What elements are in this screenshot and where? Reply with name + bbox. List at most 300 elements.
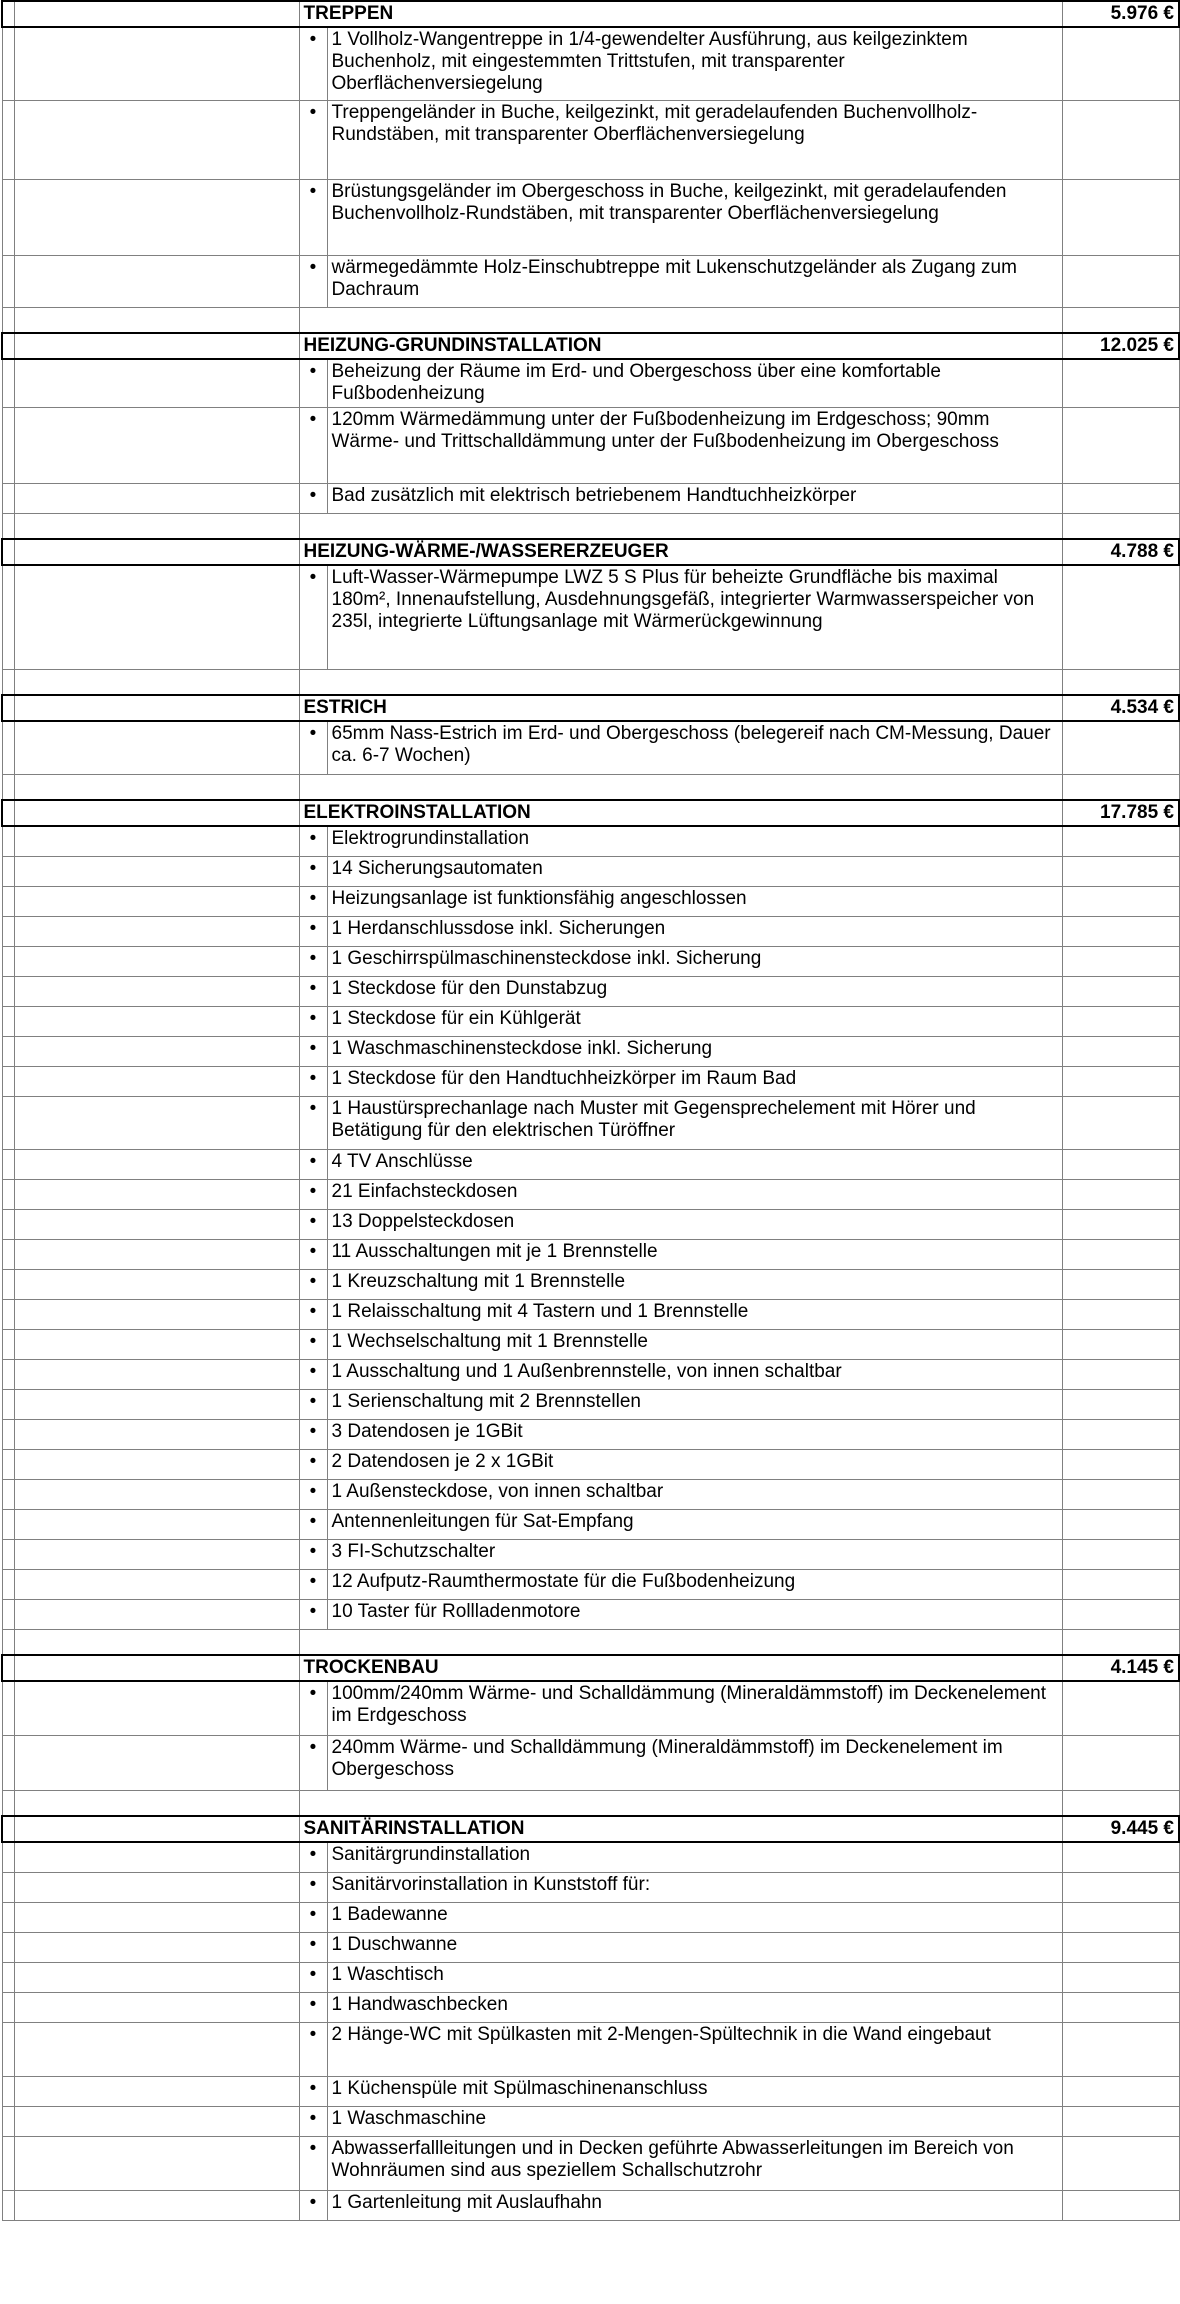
item-text: wärmegedämmte Holz-Einschubtreppe mit Lukenschutzgeländer als Zugang zum Dachraum	[327, 255, 1062, 307]
item-text: Antennenleitungen für Sat-Empfang	[327, 1509, 1062, 1539]
spec-table-body	[2, 1, 1179, 2220]
item-text: 120mm Wärmedämmung unter der Fußbodenheizung im Erdgeschoss; 90mm Wärme- und Trittschalldämmung unter der Fußbodenheizung im Obergeschoss	[327, 408, 1062, 484]
empty-cell	[299, 514, 1062, 540]
bullet-icon: •	[299, 1066, 327, 1096]
item-row	[2, 1149, 1179, 1179]
section-title: TREPPEN	[299, 1, 1062, 27]
item-row	[2, 721, 1179, 775]
empty-cell	[2, 307, 14, 333]
section-price: 9.445 €	[1062, 1816, 1179, 1842]
item-row	[2, 359, 1179, 408]
empty-cell	[1062, 1932, 1179, 1962]
bullet-icon: •	[299, 2076, 327, 2106]
item-row	[2, 1066, 1179, 1096]
empty-cell	[14, 800, 299, 826]
item-row	[2, 484, 1179, 514]
empty-cell	[2, 1902, 14, 1932]
item-text: 1 Steckdose für den Dunstabzug	[327, 976, 1062, 1006]
item-row	[2, 2136, 1179, 2190]
empty-cell	[1062, 1479, 1179, 1509]
item-text: 1 Kreuzschaltung mit 1 Brennstelle	[327, 1269, 1062, 1299]
empty-cell	[2, 1569, 14, 1599]
bullet-icon: •	[299, 1872, 327, 1902]
spec-table	[1, 0, 1180, 2221]
empty-cell	[14, 27, 299, 100]
empty-cell	[1062, 1449, 1179, 1479]
empty-cell	[14, 1329, 299, 1359]
item-row	[2, 1239, 1179, 1269]
empty-cell	[14, 1539, 299, 1569]
empty-cell	[14, 669, 299, 695]
empty-cell	[14, 775, 299, 801]
bullet-icon: •	[299, 359, 327, 408]
empty-cell	[2, 1842, 14, 1872]
item-text: 2 Datendosen je 2 x 1GBit	[327, 1449, 1062, 1479]
item-text: 100mm/240mm Wärme- und Schalldämmung (Mineraldämmstoff) im Deckenelement im Erdgeschoss	[327, 1681, 1062, 1736]
empty-cell	[1062, 2022, 1179, 2076]
empty-cell	[2, 1962, 14, 1992]
bullet-icon: •	[299, 1902, 327, 1932]
empty-cell	[2, 359, 14, 408]
empty-cell	[1062, 886, 1179, 916]
bullet-icon: •	[299, 1036, 327, 1066]
item-text: 3 Datendosen je 1GBit	[327, 1419, 1062, 1449]
empty-cell	[1062, 1509, 1179, 1539]
bullet-icon: •	[299, 1509, 327, 1539]
item-row	[2, 255, 1179, 307]
empty-cell	[2, 1816, 14, 1842]
empty-cell	[1062, 1036, 1179, 1066]
item-text: Sanitärvorinstallation in Kunststoff für:	[327, 1872, 1062, 1902]
empty-cell	[1062, 1239, 1179, 1269]
item-text: 2 Hänge-WC mit Spülkasten mit 2-Mengen-Spültechnik in die Wand eingebaut	[327, 2022, 1062, 2076]
empty-cell	[2, 2136, 14, 2190]
empty-cell	[1062, 775, 1179, 801]
bullet-icon: •	[299, 255, 327, 307]
section-header-row	[2, 800, 1179, 826]
item-row	[2, 2022, 1179, 2076]
item-row	[2, 1539, 1179, 1569]
empty-cell	[2, 1209, 14, 1239]
bullet-icon: •	[299, 100, 327, 179]
empty-cell	[299, 1791, 1062, 1817]
section-title: HEIZUNG-GRUNDINSTALLATION	[299, 333, 1062, 359]
section-price: 12.025 €	[1062, 333, 1179, 359]
empty-cell	[14, 1816, 299, 1842]
bullet-icon: •	[299, 1599, 327, 1629]
empty-cell	[1062, 1209, 1179, 1239]
empty-cell	[1062, 565, 1179, 669]
bullet-icon: •	[299, 1179, 327, 1209]
empty-cell	[2, 1096, 14, 1149]
empty-cell	[1062, 1681, 1179, 1736]
empty-cell	[1062, 976, 1179, 1006]
empty-cell	[14, 1149, 299, 1179]
item-row	[2, 946, 1179, 976]
item-row	[2, 1036, 1179, 1066]
empty-cell	[1062, 359, 1179, 408]
bullet-icon: •	[299, 1479, 327, 1509]
item-text: 1 Herdanschlussdose inkl. Sicherungen	[327, 916, 1062, 946]
section-title: HEIZUNG-WÄRME-/WASSERERZEUGER	[299, 539, 1062, 565]
item-row	[2, 1569, 1179, 1599]
bullet-icon: •	[299, 976, 327, 1006]
bullet-icon: •	[299, 1209, 327, 1239]
empty-cell	[14, 1419, 299, 1449]
empty-cell	[14, 695, 299, 721]
empty-cell	[2, 565, 14, 669]
item-text: 10 Taster für Rollladenmotore	[327, 1599, 1062, 1629]
empty-cell	[14, 886, 299, 916]
item-row	[2, 27, 1179, 100]
bullet-icon: •	[299, 1096, 327, 1149]
empty-cell	[2, 976, 14, 1006]
empty-cell	[14, 1681, 299, 1736]
empty-cell	[14, 1269, 299, 1299]
bullet-icon: •	[299, 1539, 327, 1569]
empty-cell	[1062, 1992, 1179, 2022]
item-text: 12 Aufputz-Raumthermostate für die Fußbodenheizung	[327, 1569, 1062, 1599]
bullet-icon: •	[299, 408, 327, 484]
spacer-row	[2, 1791, 1179, 1817]
empty-cell	[1062, 2076, 1179, 2106]
empty-cell	[1062, 27, 1179, 100]
item-row	[2, 1006, 1179, 1036]
section-title: ESTRICH	[299, 695, 1062, 721]
item-row	[2, 1681, 1179, 1736]
empty-cell	[14, 539, 299, 565]
bullet-icon: •	[299, 1681, 327, 1736]
empty-cell	[14, 1962, 299, 1992]
empty-cell	[1062, 1842, 1179, 1872]
item-row	[2, 1902, 1179, 1932]
item-text: Heizungsanlage ist funktionsfähig angeschlossen	[327, 886, 1062, 916]
empty-cell	[1062, 1006, 1179, 1036]
empty-cell	[1062, 2190, 1179, 2220]
empty-cell	[14, 2136, 299, 2190]
item-text: 1 Vollholz-Wangentreppe in 1/4-gewendelter Ausführung, aus keilgezinktem Buchenholz, mit eingestemmten Trittstufen, mit transparenter Oberflächenversiegelung	[327, 27, 1062, 100]
empty-cell	[2, 1066, 14, 1096]
empty-cell	[1062, 1096, 1179, 1149]
bullet-icon: •	[299, 1419, 327, 1449]
item-text: 1 Küchenspüle mit Spülmaschinenanschluss	[327, 2076, 1062, 2106]
item-row	[2, 886, 1179, 916]
item-row	[2, 408, 1179, 484]
empty-cell	[14, 1006, 299, 1036]
empty-cell	[1062, 1149, 1179, 1179]
empty-cell	[1062, 408, 1179, 484]
empty-cell	[14, 1066, 299, 1096]
item-text: Luft-Wasser-Wärmepumpe LWZ 5 S Plus für beheizte Grundfläche bis maximal 180m², Innenaufstellung, Ausdehnungsgefäß, integrierter Warmwasserspeicher von 235l, integrierte Lüftungsanlage mit Wärmerückgewinnung	[327, 565, 1062, 669]
item-row	[2, 1419, 1179, 1449]
empty-cell	[14, 721, 299, 775]
empty-cell	[2, 484, 14, 514]
empty-cell	[2, 1, 14, 27]
item-text: 1 Serienschaltung mit 2 Brennstellen	[327, 1389, 1062, 1419]
empty-cell	[299, 775, 1062, 801]
empty-cell	[2, 1992, 14, 2022]
bullet-icon: •	[299, 1569, 327, 1599]
empty-cell	[2, 333, 14, 359]
empty-cell	[14, 1842, 299, 1872]
empty-cell	[1062, 1359, 1179, 1389]
empty-cell	[14, 1479, 299, 1509]
empty-cell	[14, 1655, 299, 1681]
bullet-icon: •	[299, 179, 327, 255]
empty-cell	[14, 1902, 299, 1932]
empty-cell	[14, 1509, 299, 1539]
empty-cell	[14, 946, 299, 976]
bullet-icon: •	[299, 565, 327, 669]
empty-cell	[2, 800, 14, 826]
empty-cell	[299, 1629, 1062, 1655]
empty-cell	[1062, 826, 1179, 856]
empty-cell	[1062, 1329, 1179, 1359]
empty-cell	[2, 1449, 14, 1479]
item-text: 11 Ausschaltungen mit je 1 Brennstelle	[327, 1239, 1062, 1269]
empty-cell	[2, 695, 14, 721]
empty-cell	[1062, 1539, 1179, 1569]
empty-cell	[1062, 255, 1179, 307]
bullet-icon: •	[299, 721, 327, 775]
bullet-icon: •	[299, 1006, 327, 1036]
empty-cell	[14, 826, 299, 856]
item-text: 1 Geschirrspülmaschinensteckdose inkl. Sicherung	[327, 946, 1062, 976]
empty-cell	[14, 514, 299, 540]
empty-cell	[14, 359, 299, 408]
section-header-row	[2, 1816, 1179, 1842]
empty-cell	[1062, 946, 1179, 976]
item-row	[2, 1449, 1179, 1479]
empty-cell	[2, 1179, 14, 1209]
empty-cell	[1062, 1419, 1179, 1449]
empty-cell	[14, 1, 299, 27]
empty-cell	[14, 976, 299, 1006]
spacer-row	[2, 669, 1179, 695]
empty-cell	[14, 484, 299, 514]
empty-cell	[1062, 484, 1179, 514]
empty-cell	[14, 408, 299, 484]
empty-cell	[1062, 1299, 1179, 1329]
empty-cell	[299, 669, 1062, 695]
empty-cell	[1062, 514, 1179, 540]
empty-cell	[14, 916, 299, 946]
section-price: 5.976 €	[1062, 1, 1179, 27]
empty-cell	[2, 1872, 14, 1902]
bullet-icon: •	[299, 2106, 327, 2136]
item-text: 1 Wechselschaltung mit 1 Brennstelle	[327, 1329, 1062, 1359]
item-text: 1 Waschmaschine	[327, 2106, 1062, 2136]
item-row	[2, 2190, 1179, 2220]
empty-cell	[2, 255, 14, 307]
empty-cell	[14, 1389, 299, 1419]
empty-cell	[2, 1419, 14, 1449]
bullet-icon: •	[299, 2022, 327, 2076]
empty-cell	[1062, 1902, 1179, 1932]
bullet-icon: •	[299, 856, 327, 886]
item-text: Brüstungsgeländer im Obergeschoss in Buche, keilgezinkt, mit geradelaufenden Buchenvollholz-Rundstäben, mit transparenter Oberflächenversiegelung	[327, 179, 1062, 255]
bullet-icon: •	[299, 2136, 327, 2190]
item-row	[2, 1359, 1179, 1389]
empty-cell	[14, 2106, 299, 2136]
item-row	[2, 1179, 1179, 1209]
item-text: 1 Waschtisch	[327, 1962, 1062, 1992]
item-text: 4 TV Anschlüsse	[327, 1149, 1062, 1179]
item-row	[2, 1932, 1179, 1962]
item-row	[2, 1962, 1179, 1992]
empty-cell	[2, 2076, 14, 2106]
item-text: Treppengeländer in Buche, keilgezinkt, mit geradelaufenden Buchenvollholz-Rundstäben, mit transparenter Oberflächenversiegelung	[327, 100, 1062, 179]
section-header-row	[2, 333, 1179, 359]
section-price: 4.534 €	[1062, 695, 1179, 721]
empty-cell	[14, 1096, 299, 1149]
item-row	[2, 1509, 1179, 1539]
item-row	[2, 1329, 1179, 1359]
empty-cell	[2, 2106, 14, 2136]
section-title: SANITÄRINSTALLATION	[299, 1816, 1062, 1842]
bullet-icon: •	[299, 1239, 327, 1269]
empty-cell	[2, 721, 14, 775]
empty-cell	[1062, 916, 1179, 946]
bullet-icon: •	[299, 484, 327, 514]
spacer-row	[2, 775, 1179, 801]
bullet-icon: •	[299, 1842, 327, 1872]
bullet-icon: •	[299, 826, 327, 856]
item-text: Elektrogrundinstallation	[327, 826, 1062, 856]
empty-cell	[1062, 856, 1179, 886]
empty-cell	[2, 179, 14, 255]
bullet-icon: •	[299, 1269, 327, 1299]
empty-cell	[2, 1329, 14, 1359]
empty-cell	[1062, 1389, 1179, 1419]
empty-cell	[2, 1359, 14, 1389]
empty-cell	[299, 307, 1062, 333]
item-text: 1 Steckdose für ein Kühlgerät	[327, 1006, 1062, 1036]
spacer-row	[2, 1629, 1179, 1655]
item-row	[2, 179, 1179, 255]
item-text: Sanitärgrundinstallation	[327, 1842, 1062, 1872]
item-row	[2, 1479, 1179, 1509]
empty-cell	[14, 307, 299, 333]
bullet-icon: •	[299, 1389, 327, 1419]
bullet-icon: •	[299, 2190, 327, 2220]
item-text: 3 FI-Schutzschalter	[327, 1539, 1062, 1569]
item-row	[2, 1992, 1179, 2022]
item-row	[2, 100, 1179, 179]
item-row	[2, 976, 1179, 1006]
item-text: Bad zusätzlich mit elektrisch betriebenem Handtuchheizkörper	[327, 484, 1062, 514]
empty-cell	[2, 514, 14, 540]
item-row	[2, 1269, 1179, 1299]
empty-cell	[2, 1932, 14, 1962]
empty-cell	[1062, 1569, 1179, 1599]
empty-cell	[14, 1872, 299, 1902]
bullet-icon: •	[299, 1149, 327, 1179]
bullet-icon: •	[299, 1329, 327, 1359]
section-price: 17.785 €	[1062, 800, 1179, 826]
empty-cell	[1062, 100, 1179, 179]
empty-cell	[1062, 2106, 1179, 2136]
item-row	[2, 856, 1179, 886]
section-header-row	[2, 695, 1179, 721]
item-text: Beheizung der Räume im Erd- und Obergeschoss über eine komfortable Fußbodenheizung	[327, 359, 1062, 408]
item-text: 1 Waschmaschinensteckdose inkl. Sicherung	[327, 1036, 1062, 1066]
empty-cell	[2, 1036, 14, 1066]
item-row	[2, 826, 1179, 856]
item-row	[2, 2106, 1179, 2136]
empty-cell	[2, 1239, 14, 1269]
empty-cell	[14, 1036, 299, 1066]
empty-cell	[1062, 721, 1179, 775]
item-row	[2, 1842, 1179, 1872]
item-text: 1 Ausschaltung und 1 Außenbrennstelle, von innen schaltbar	[327, 1359, 1062, 1389]
item-row	[2, 2076, 1179, 2106]
item-text: 65mm Nass-Estrich im Erd- und Obergeschoss (belegereif nach CM-Messung, Dauer ca. 6-7 Wochen)	[327, 721, 1062, 775]
empty-cell	[2, 1655, 14, 1681]
empty-cell	[1062, 307, 1179, 333]
bullet-icon: •	[299, 946, 327, 976]
empty-cell	[2, 2022, 14, 2076]
empty-cell	[14, 1629, 299, 1655]
empty-cell	[1062, 1599, 1179, 1629]
item-text: 1 Steckdose für den Handtuchheizkörper im Raum Bad	[327, 1066, 1062, 1096]
bullet-icon: •	[299, 1932, 327, 1962]
item-row	[2, 1389, 1179, 1419]
empty-cell	[2, 916, 14, 946]
empty-cell	[2, 1269, 14, 1299]
empty-cell	[1062, 1629, 1179, 1655]
empty-cell	[2, 100, 14, 179]
item-row	[2, 916, 1179, 946]
empty-cell	[1062, 1872, 1179, 1902]
bullet-icon: •	[299, 886, 327, 916]
empty-cell	[2, 1791, 14, 1817]
empty-cell	[2, 2190, 14, 2220]
empty-cell	[2, 946, 14, 976]
empty-cell	[2, 539, 14, 565]
item-text: 14 Sicherungsautomaten	[327, 856, 1062, 886]
empty-cell	[2, 1629, 14, 1655]
empty-cell	[2, 1006, 14, 1036]
empty-cell	[2, 408, 14, 484]
empty-cell	[14, 1599, 299, 1629]
empty-cell	[2, 27, 14, 100]
empty-cell	[2, 1149, 14, 1179]
empty-cell	[1062, 1269, 1179, 1299]
empty-cell	[1062, 2136, 1179, 2190]
empty-cell	[14, 1791, 299, 1817]
empty-cell	[2, 669, 14, 695]
item-row	[2, 1299, 1179, 1329]
empty-cell	[1062, 1179, 1179, 1209]
bullet-icon: •	[299, 916, 327, 946]
empty-cell	[14, 255, 299, 307]
bullet-icon: •	[299, 1992, 327, 2022]
item-text: 1 Haustürsprechanlage nach Muster mit Gegensprechelement mit Hörer und Betätigung für den elektrischen Türöffner	[327, 1096, 1062, 1149]
section-header-row	[2, 1655, 1179, 1681]
item-row	[2, 1096, 1179, 1149]
section-title: TROCKENBAU	[299, 1655, 1062, 1681]
empty-cell	[2, 1299, 14, 1329]
item-text: 1 Außensteckdose, von innen schaltbar	[327, 1479, 1062, 1509]
empty-cell	[14, 565, 299, 669]
section-price: 4.788 €	[1062, 539, 1179, 565]
bullet-icon: •	[299, 1449, 327, 1479]
empty-cell	[14, 333, 299, 359]
empty-cell	[14, 179, 299, 255]
item-row	[2, 1209, 1179, 1239]
empty-cell	[14, 1209, 299, 1239]
